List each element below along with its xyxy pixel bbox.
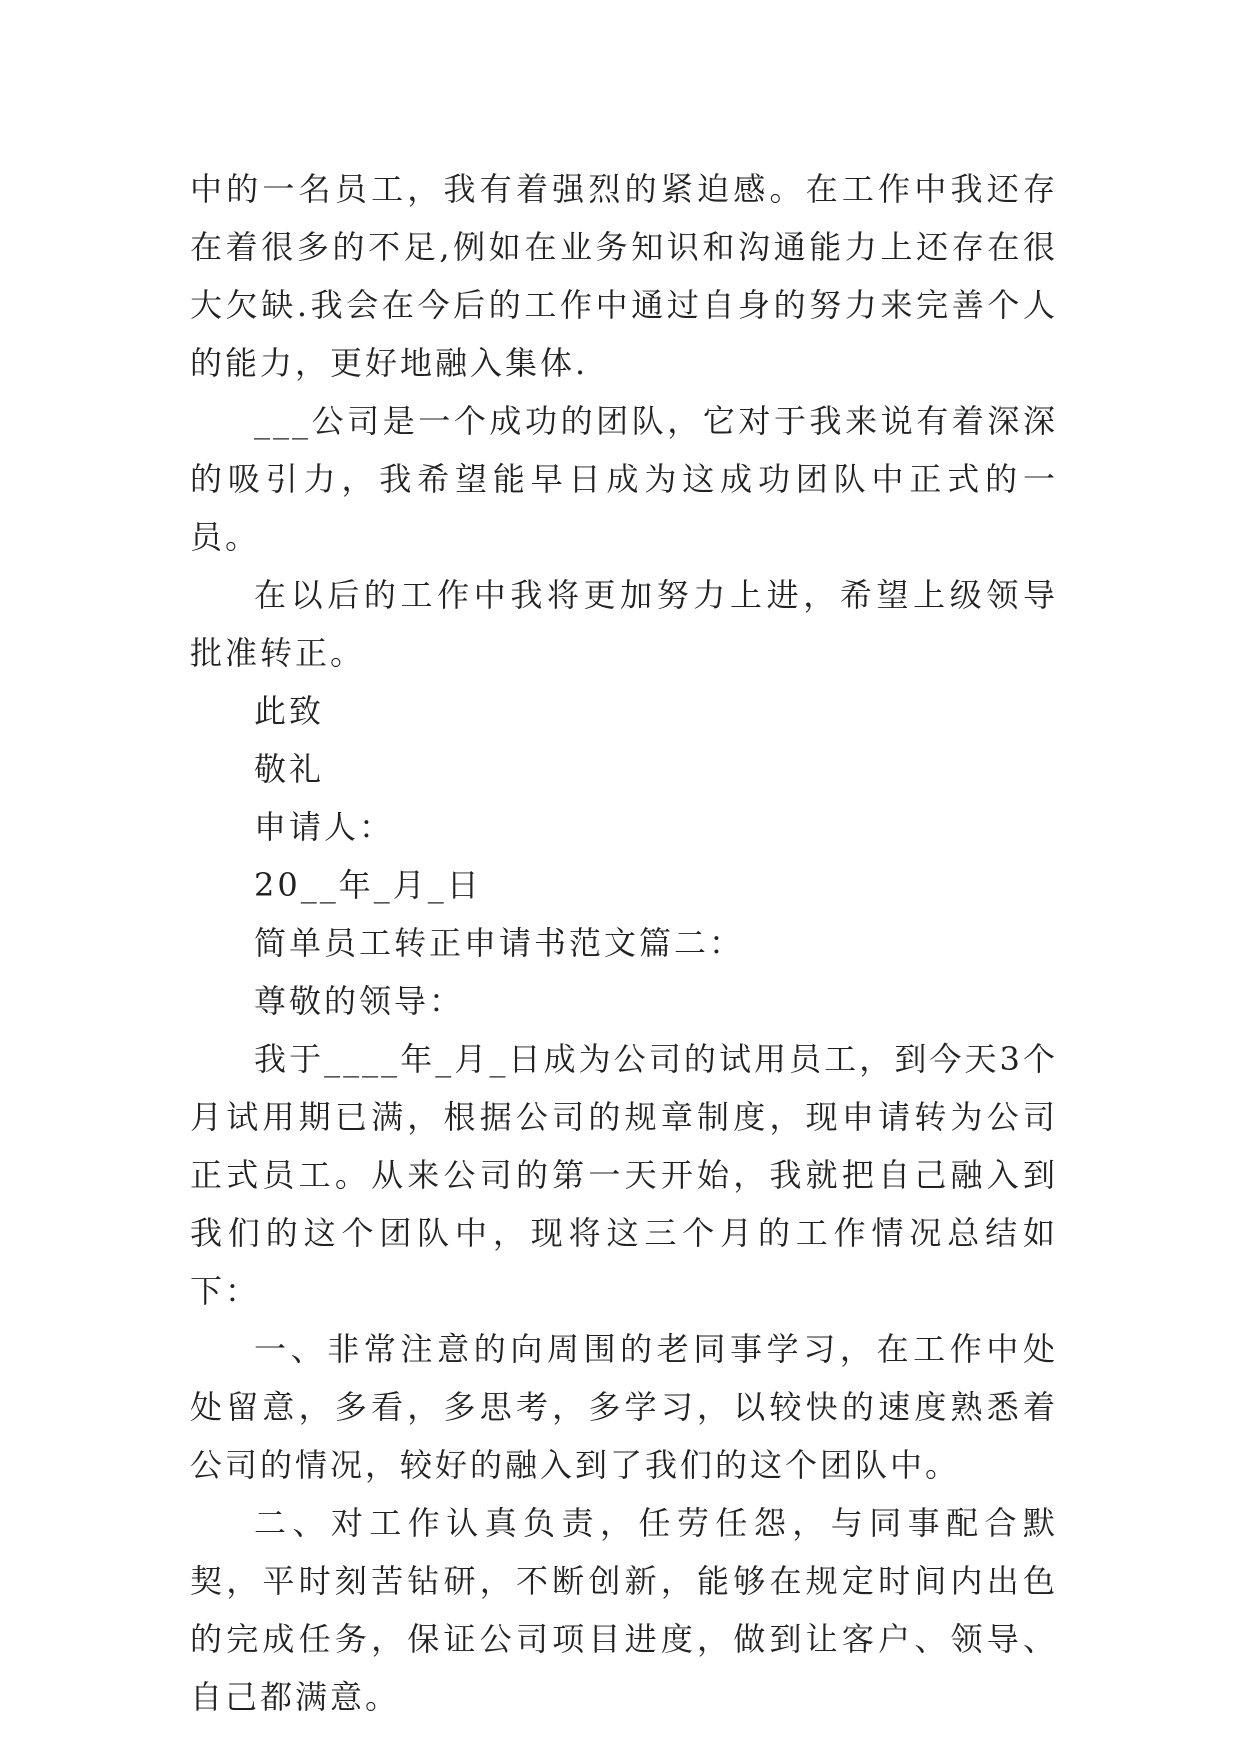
document-body [190,160,1058,1726]
paragraph-point-1: 一、非常注意的向周围的老同事学习，在工作中处处留意，多看，多思考，多学习，以较快的速度熟悉着公司的情况，较好的融入到了我们的这个团队中。 [190,1330,1058,1484]
section-title: 简单员工转正申请书范文篇二： [254,924,745,962]
closing-salutation-1: 此致 [254,692,325,730]
date-line: 20__年_月_日 [254,866,482,904]
greeting: 尊敬的领导： [254,982,465,1020]
paragraph-point-2: 二、对工作认真负责，任劳任怨，与同事配合默契，平时刻苦钻研，不断创新，能够在规定时间内出色的完成任务，保证公司项目进度，做到让客户、领导、自己都满意。 [190,1504,1058,1716]
paragraph-2: ___公司是一个成功的团队，它对于我来说有着深深的吸引力，我希望能早日成为这成功团队中正式的一员。 [190,402,1058,556]
paragraph-3: 在以后的工作中我将更加努力上进，希望上级领导批准转正。 [190,576,1058,672]
paragraph-1: 中的一名员工，我有着强烈的紧迫感。在工作中我还存在着很多的不足,例如在业务知识和沟通能力上还存在很大欠缺.我会在今后的工作中通过自身的努力来完善个人的能力，更好地融入集体. [190,170,1058,382]
closing-salutation-2: 敬礼 [254,750,325,788]
applicant-label: 申请人： [254,808,395,846]
paragraph-intro: 我于____年_月_日成为公司的试用员工，到今天3个月试用期已满，根据公司的规章制度，现申请转为公司正式员工。从来公司的第一天开始，我就把自己融入到我们的这个团队中，现将这三个月的工作情况总结如下： [190,1040,1058,1310]
